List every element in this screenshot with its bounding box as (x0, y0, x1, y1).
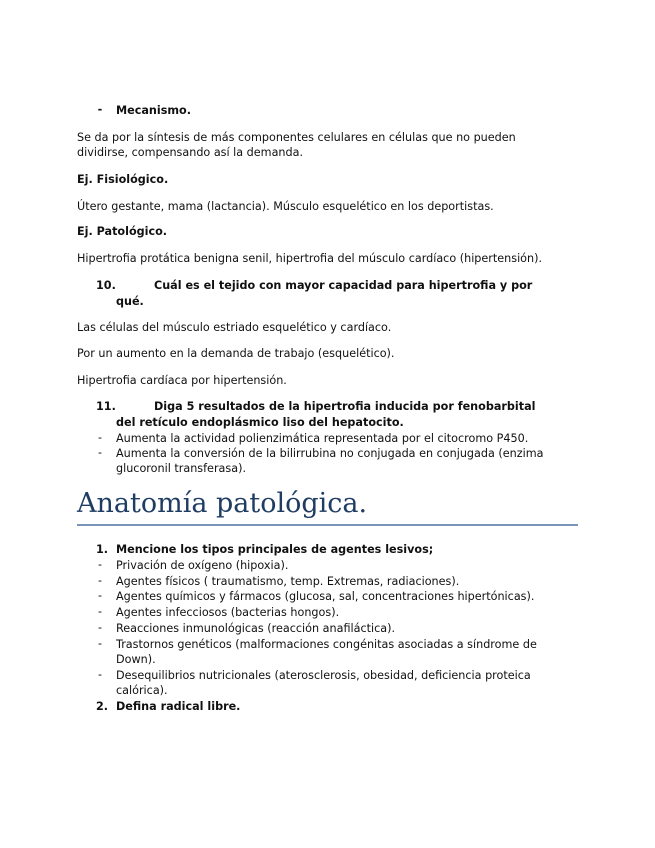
list-item-continuation: calórica). (116, 684, 168, 697)
answer-text: Hipertrofia cardíaca por hipertensión. (77, 374, 287, 387)
pathological-label: Ej. Patológico. (77, 225, 168, 238)
question-text-line: Diga 5 resultados de la hipertrofia inducida por fenobarbital (154, 400, 536, 413)
mechanism-text-line: Se da por la síntesis de más componentes celulares en células que no pueden (77, 131, 516, 144)
question-number: 11. (96, 400, 116, 413)
mechanism-text-line: dividirse, compensando así la demanda. (77, 146, 304, 159)
bullet: - (97, 446, 103, 459)
question-number: 10. (96, 279, 116, 292)
answer-text: Las células del músculo estriado esquelético y cardíaco. (77, 321, 392, 334)
list-item: Trastornos genéticos (malformaciones congénitas asociadas a síndrome de (116, 638, 537, 651)
question-text-line: del retículo endoplásmico liso del hepatocito. (116, 416, 404, 429)
bullet: - (97, 431, 103, 444)
physiological-text: Útero gestante, mama (lactancia). Músculo esquelético en los deportistas. (77, 200, 494, 213)
question-number: 2. (96, 700, 109, 713)
heading-rule (77, 524, 578, 526)
mechanism-label: Mecanismo. (116, 104, 191, 117)
list-item: Privación de oxígeno (hipoxia). (116, 559, 289, 572)
question-text: Defina radical libre. (116, 700, 241, 713)
question-text: Mencione los tipos principales de agentes lesivos; (116, 543, 434, 556)
physiological-label: Ej. Fisiológico. (77, 173, 169, 186)
question-text-line: qué. (116, 295, 144, 308)
bullet: - (97, 589, 103, 602)
list-item: Agentes químicos y fármacos (glucosa, sal, concentraciones hipertónicas). (116, 590, 535, 603)
bullet: - (97, 558, 103, 571)
bullet: - (97, 605, 103, 618)
bullet: - (97, 637, 103, 650)
bullet: - (97, 103, 103, 116)
pathological-text: Hipertrofia protática benigna senil, hipertrofia del músculo cardíaco (hipertensión). (77, 252, 543, 265)
bullet: - (97, 621, 103, 634)
section-heading: Anatomía patológica. (77, 488, 368, 519)
list-item-continuation: Down). (116, 653, 156, 666)
list-item: Aumenta la conversión de la bilirrubina no conjugada en conjugada (enzima (116, 447, 544, 460)
list-item: Aumenta la actividad polienzimática representada por el citocromo P450. (116, 432, 529, 445)
list-item: Desequilibrios nutricionales (aterosclerosis, obesidad, deficiencia proteica (116, 669, 531, 682)
bullet: - (97, 574, 103, 587)
list-item: Agentes infecciosos (bacterias hongos). (116, 606, 340, 619)
list-item-continuation: glucoronil transferasa). (116, 462, 246, 475)
question-text-line: Cuál es el tejido con mayor capacidad para hipertrofia y por (154, 279, 533, 292)
question-number: 1. (96, 543, 109, 556)
bullet: - (97, 668, 103, 681)
answer-text: Por un aumento en la demanda de trabajo (esquelético). (77, 347, 395, 360)
list-item: Reacciones inmunológicas (reacción anafiláctica). (116, 622, 396, 635)
list-item: Agentes físicos ( traumatismo, temp. Extremas, radiaciones). (116, 575, 460, 588)
